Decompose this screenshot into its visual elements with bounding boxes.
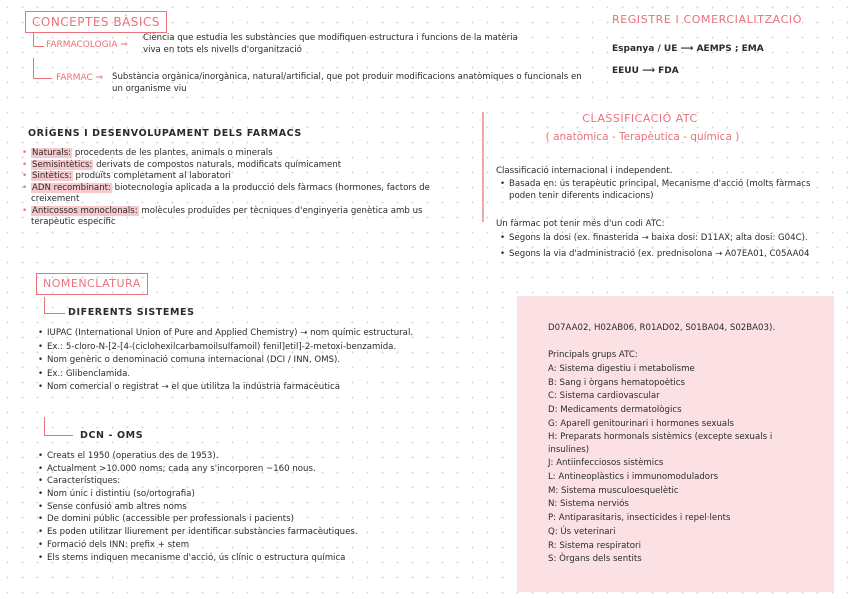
list-item: Q: Ús veterinari: [548, 526, 616, 537]
nomenclatura-arrow-2: [44, 417, 73, 436]
list-item: P: Antiparasitaris, insecticides i repel·lents: [548, 513, 731, 524]
conceptes-arrow-1: [33, 32, 44, 47]
atc-basat-list: [500, 179, 830, 202]
registre-espanya-ue: Espanya / UE: [612, 44, 678, 54]
list-item: N: Sistema nerviós: [548, 499, 629, 510]
list-item: M: Sistema musculoesquelètic: [548, 485, 679, 496]
list-item: R: Sistema respiratori: [548, 540, 641, 551]
registre-aemps: AEMPS: [696, 44, 732, 54]
list-item: • Basada en: ús terapèutic principal, Mecanisme d'acció (molts fàrmacs poden tenir diferents indicacions): [500, 179, 830, 202]
list-item: S: Òrgans dels sentits: [548, 554, 642, 565]
origen-term: Semisintètics:: [32, 159, 93, 170]
farmac-label: FARMAC ⇒: [56, 73, 104, 83]
origen-term: ADN recombinant:: [32, 182, 111, 193]
origen-desc: molècules produïdes per tècniques d'enginyeria genètica amb us terapèutic específic: [31, 205, 423, 227]
registre-eeuu: EEUU: [612, 66, 639, 76]
nomenclatura-title: NOMENCLATURA: [36, 273, 148, 295]
list-item: • Nom comercial o registrat → el que utilitza la indústria farmacèutica: [38, 382, 478, 394]
registre-line-2: [612, 66, 679, 76]
list-item: [22, 160, 462, 172]
list-item: • Es poden utilitzar lliurement per identificar substàncies farmacèutiques.: [38, 527, 478, 539]
list-item: • Segons la via d'administració (ex. prednisolona → A07EA01, C05AA04: [500, 249, 830, 261]
origen-term: Naturals:: [32, 148, 72, 158]
origen-desc: procedents de les plantes, animals o minerals: [74, 148, 273, 158]
list-item: • IUPAC (International Union of Pure and Applied Chemistry) → nom químic estructural.: [38, 328, 478, 340]
registre-title: REGISTRE I COMERCIALITZACIÓ: [612, 13, 802, 26]
farmacologia-definition: Ciència que estudia les substàncies que modifiquen estructura i funcions de la matèria viva en tots els nivells d'organització: [143, 33, 518, 55]
farmac-definition: Substància orgànica/inorgànica, natural/artificial, que pot produir modificacions anatòmiques o funcionals en un organisme viu: [112, 72, 582, 94]
origen-desc: produïts completament al laboratori: [75, 171, 231, 181]
diferents-sistemes-list: [38, 328, 478, 394]
atc-multi-list: [500, 233, 830, 260]
origens-title: ORÍGENS I DESENVOLUPAMENT DELS FARMACS: [28, 128, 302, 139]
list-item: H: Preparats hormonals sistèmics (excepte sexuals i insulines): [548, 432, 773, 455]
list-item: • Nom únic i distintiu (so/ortografia): [38, 489, 478, 501]
atc-title: CLASSIFICACIÓ ATC: [582, 112, 698, 125]
column-divider: [482, 112, 484, 222]
diferents-sistemes-title: DIFERENTS SISTEMES: [68, 307, 195, 318]
origen-desc: biotecnologia aplicada a la producció dels fàrmacs (hormones, factors de creixement: [31, 182, 430, 204]
list-item: B: Sang i òrgans hematopoètics: [548, 377, 685, 388]
list-item: [22, 206, 462, 229]
list-item: L: Antineoplàstics i immunomoduladors: [548, 472, 719, 483]
registre-ema: EMA: [741, 44, 764, 54]
registre-separator: ;: [734, 44, 739, 54]
atc-groups-list: [548, 363, 793, 566]
origen-term: Sintètics:: [32, 171, 72, 181]
list-item: • Sense confusió amb altres noms: [38, 502, 478, 514]
arrow-icon: ⟶: [642, 66, 655, 76]
list-item: J: Antiinfecciosos sistèmics: [548, 458, 664, 469]
dcn-oms-title: DCN - OMS: [80, 430, 144, 441]
atc-intro: Classificació internacional i independent.: [496, 166, 673, 176]
nomenclatura-arrow-1: [44, 297, 65, 314]
arrow-icon: ⟶: [680, 44, 694, 54]
list-item: [22, 171, 462, 183]
list-item: D: Medicaments dermatològics: [548, 405, 682, 416]
atc-groups-codes: D07AA02, H02AB06, R01AD02, S01BA04, S02BA03).: [548, 323, 776, 333]
conceptes-arrow-2: [33, 58, 52, 79]
list-item: • Característiques:: [38, 476, 478, 488]
atc-multi: Un fàrmac pot tenir més d'un codi ATC:: [496, 219, 665, 229]
registre-line-1: [612, 44, 764, 54]
list-item: • De domini públic (accessible per professionals i pacients): [38, 514, 478, 526]
atc-subtitle: ( anatòmica - Terapèutica - química ): [545, 131, 740, 143]
list-item: • Segons la dosi (ex. finasterida → baixa dosi: D11AX; alta dosi: G04C).: [500, 233, 830, 245]
list-item: • Creats el 1950 (operatius des de 1953).: [38, 451, 478, 463]
list-item: G: Aparell genitourinari i hormones sexuals: [548, 418, 735, 429]
dcn-oms-list: [38, 451, 478, 564]
atc-groups-heading: Principals grups ATC:: [548, 350, 638, 360]
list-item: • Formació dels INN: prefix + stem: [38, 540, 478, 552]
registre-fda: FDA: [658, 66, 679, 76]
list-item: • Els stems indiquen mecanisme d'acció, ús clínic o estructura química: [38, 553, 478, 565]
list-item: [22, 183, 462, 206]
farmacologia-label: FARMACOLOGIA ⇒: [46, 40, 128, 50]
list-item: • Ex.: 5-cloro-N-[2-[4-(ciclohexilcarbamoilsulfamoil) fenil]etil]-2-metoxi-benzamida.: [38, 342, 478, 354]
origen-desc: derivats de compostos naturals, modificats químicament: [96, 159, 342, 170]
list-item: • Ex.: Glibenclamida.: [38, 369, 478, 381]
list-item: • Actualment >10.000 noms; cada any s'incorporen ~160 nous.: [38, 464, 478, 476]
list-item: C: Sistema cardiovascular: [548, 391, 660, 402]
list-item: [22, 148, 462, 160]
conceptes-title: CONCEPTES BÀSICS: [25, 11, 167, 33]
list-item: • Nom genèric o denominació comuna internacional (DCI / INN, OMS).: [38, 355, 478, 367]
origen-term: Anticossos monoclonals:: [32, 205, 138, 216]
origens-list: [22, 148, 462, 229]
list-item: A: Sistema digestiu i metabolisme: [548, 364, 695, 374]
